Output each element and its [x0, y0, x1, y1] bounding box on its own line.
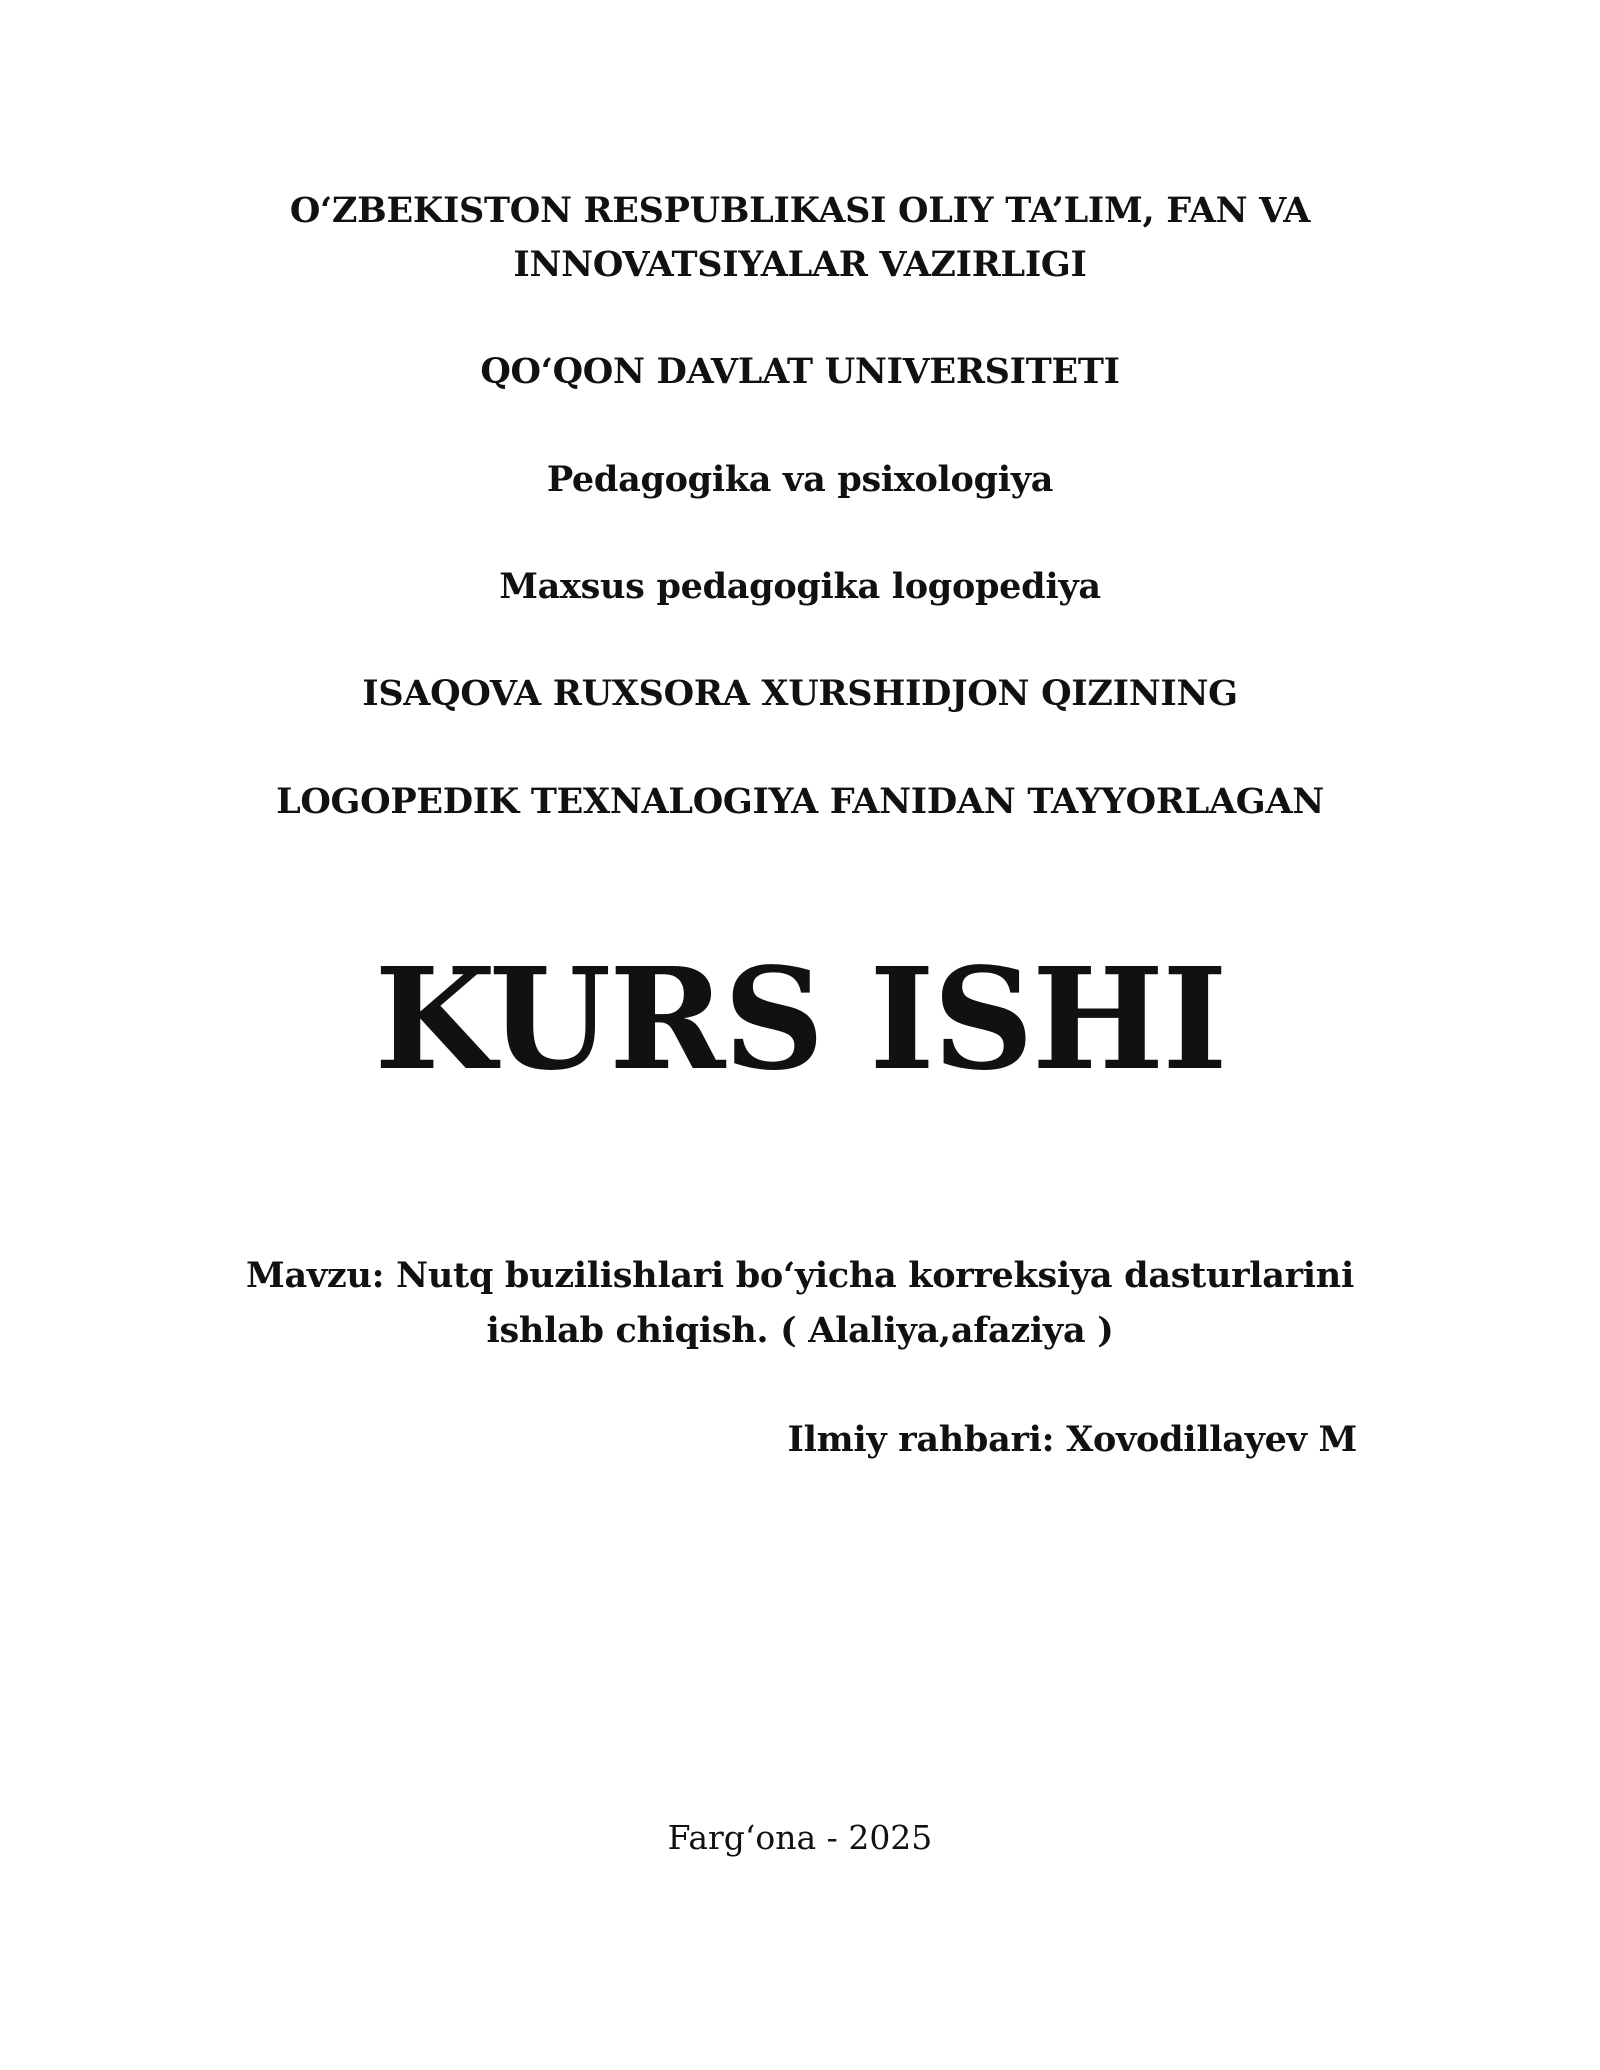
specialty-name: Maxsus pedagogika logopediya: [499, 566, 1101, 607]
subject-line: LOGOPEDIK TEXNALOGIYA FANIDAN TAYYORLAGAN: [276, 781, 1324, 822]
supervisor-line: Ilmiy rahbari: Xovodillayev M: [787, 1419, 1357, 1460]
university-name: QO‘QON DAVLAT UNIVERSITETI: [480, 351, 1120, 392]
city-year-footer: Farg‘ona - 2025: [667, 1818, 933, 1857]
document-title: KURS ISHI: [374, 938, 1226, 1102]
author-name: ISAQOVA RUXSORA XURSHIDJON QIZINING: [362, 673, 1238, 714]
topic-line-1: Mavzu: Nutq buzilishlari bo‘yicha korreksiya dasturlarini: [246, 1255, 1354, 1296]
ministry-line-1: O‘ZBEKISTON RESPUBLIKASI OLIY TA’LIM, FAN VA: [289, 190, 1311, 231]
ministry-line-2: INNOVATSIYALAR VAZIRLIGI: [513, 244, 1087, 285]
topic-line-2: ishlab chiqish. ( Alaliya,afaziya ): [486, 1310, 1114, 1351]
faculty-name: Pedagogika va psixologiya: [546, 459, 1054, 500]
